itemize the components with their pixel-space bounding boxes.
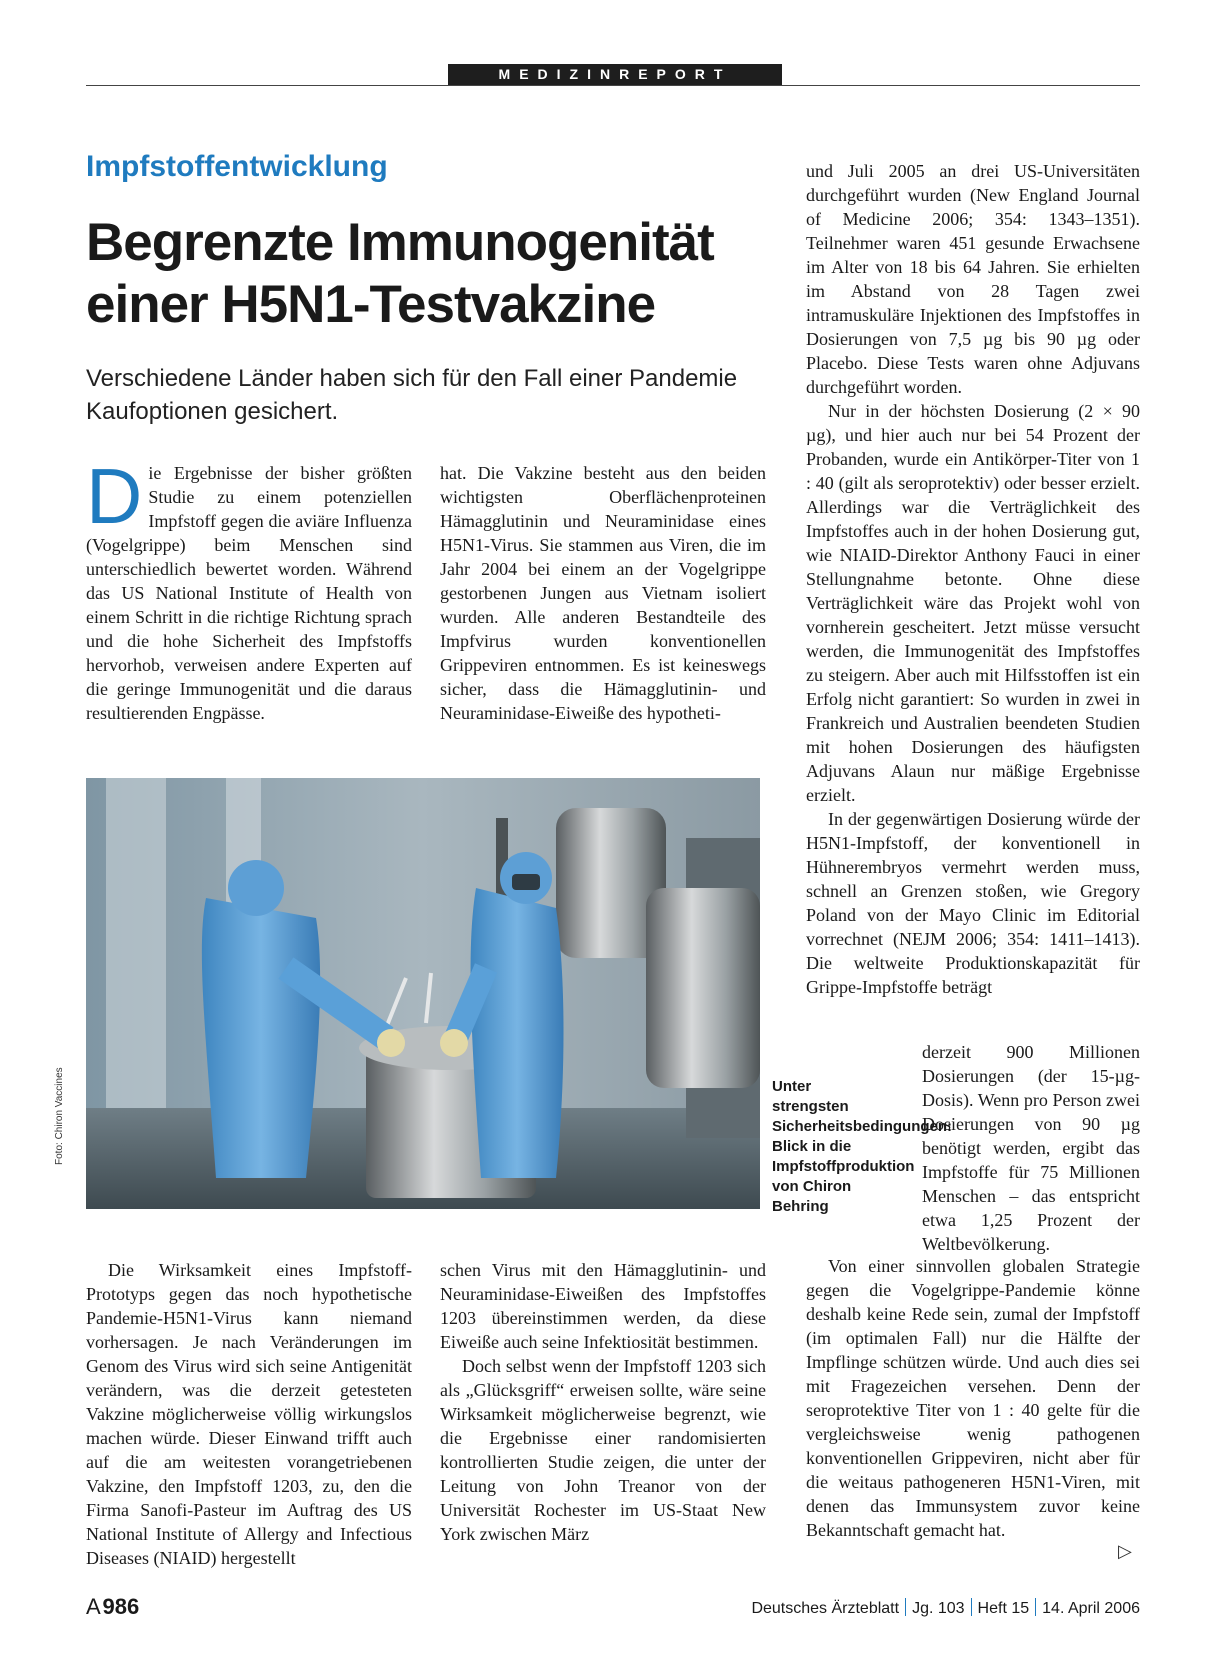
journal-volume: Jg. 103 [912,1600,965,1617]
footer-separator [905,1598,906,1616]
continue-arrow-icon: ▷ [1118,1541,1132,1562]
photo-credit: Foto: Chiron Vaccines [54,1067,65,1165]
journal-issue: Heft 15 [977,1600,1030,1617]
column-2-bottom [440,1258,766,1546]
intro-paragraph [86,452,412,725]
footer-separator [971,1598,972,1616]
article-subhead: Verschiedene Länder haben sich für den Fall einer Pandemie Kaufoptionen gesichert. [86,365,738,425]
column-1-top [86,452,412,725]
col3-paragraph-3-continued: derzeit 900 Millionen Dosierungen (der 15-µg-Dosis). Wenn pro Person zwei Dosierungen von 90 µg benötigt werden, ergibt das Impfstoffe für 75 Millionen Menschen – das entspricht etwa 1,25 Prozent der Weltbevölkerung. [922,1042,1140,1254]
journal-date: 14. April 2006 [1042,1600,1140,1617]
headline-line-1: Begrenzte Immunogenität [86,213,714,272]
page-prefix: A [86,1594,101,1619]
col2-bottom-paragraph-1: schen Virus mit den Hämagglutinin- und Neuraminidase-Eiweißen des Impfstoffes 1203 übereinstimmen werden, da diese Eiweiße auch seine Infektiosität bestimmen. [440,1260,766,1352]
journal-name: Deutsches Ärzteblatt [751,1600,900,1617]
journal-footer [751,1598,1140,1618]
section-label: MEDIZINREPORT [448,64,782,85]
col3-paragraph-2: Nur in der höchsten Dosierung (2 × 90 µg), und hier auch nur bei 54 Prozent der Probanden, wurde ein Antikörper-Titer von 1 : 40 (gilt als seroprotektiv) oder besser erzielt. Allerdings war die Verträglichkeit des Impfstoffes auch in der hohen Dosierung gut, wie NIAID-Direktor Anthony Fauci in einer Stellungnahme betonte. Ohne diese Verträglichkeit wäre das Projekt wohl von vornherein gescheitert. Jetzt müsse versucht werden, die Immunogenität des Impfstoffes zu steigern. Aber auch mit Hilfsstoffen ist ein Erfolg nicht garantiert: So wurden in zwei in Frankreich und Australien beendeten Studien mit hohen Dosierungen des häufigsten Adjuvans Alaun nur mäßige Ergebnisse erzielt. [806,401,1140,805]
footer-separator [1035,1598,1036,1616]
column-1-bottom [86,1258,412,1570]
production-photo [86,778,760,1209]
col2-bottom-paragraph-2: Doch selbst wenn der Impfstoff 1203 sich als „Glücksgriff“ erweisen sollte, wäre seine Wirksamkeit möglicherweise begrenzt, wie die Ergebnisse einer randomisierten kontrollierten Studie zeigen, die unter der Leitung von John Treanor von der Universität Rochester im US-Staat New York zwischen März [440,1356,766,1544]
photo-illustration [86,778,760,1209]
column-3-lower [806,1254,1140,1542]
article-headline [86,212,766,336]
column-3-narrow [922,1040,1140,1256]
page-number [86,1594,139,1620]
column-2-top [440,461,766,725]
col3-paragraph-4: Von einer sinnvollen globalen Strategie gegen die Vogelgrippe-Pandemie könne deshalb keine Rede sein, zumal der Impfstoff (im optimalen Fall) nur die Hälfte der Impflinge schützen würde. Und auch dies sei mit Fragezeichen versehen. Denn der seroprotektive Titer von 1 : 40 gelte für die vergleichsweise wenig pathogenen konventionellen Grippeviren, nicht aber für die weitaus pathogeneren H5N1-Viren, mit denen das Immunsystem zuvor keine Bekanntschaft gemacht hat. [806,1256,1140,1540]
column-3-upper [806,159,1140,999]
intro-text: ie Ergebnisse der bisher größten Studie zu einem potenziellen Impfstoff gegen die aviäre Influenza (Vogelgrippe) beim Menschen sind unterschiedlich bewertet worden. Während das US National Institute of Health von einem Schritt in die richtige Richtung sprach und die hohe Sicherheit des Impfstoffs hervorhob, verweisen andere Experten auf die geringe Immunogenität und die daraus resultierenden Engpässe. [86,463,412,723]
col3-paragraph-1: und Juli 2005 an drei US-Universitäten durchgeführt wurden (New England Journal of Medicine 2006; 354: 1343–1351). Teilnehmer waren 451 gesunde Erwachsene im Alter von 18 bis 64 Jahren. Sie erhielten im Abstand von 28 Tagen zwei intramuskuläre Injektionen des Impfstoffes in Dosierungen von 7,5 µg bis 90 µg oder Placebo. Diese Tests waren ohne Adjuvans durchgeführt worden. [806,161,1140,397]
page-number-value: 986 [102,1594,140,1619]
col2-top-paragraph: hat. Die Vakzine besteht aus den beiden wichtigsten Oberflächenproteinen Hämagglutinin und Neuraminidase eines H5N1-Virus. Sie stammen aus Viren, die im Jahr 2004 bei einem an der Vogelgrippe gestorbenen Jungen aus Vietnam isoliert wurden. Alle anderen Bestandteile des Impfvirus wurden konventionellen Grippeviren entnommen. Es ist keineswegs sicher, dass die Hämagglutinin- und Neuraminidase-Eiweiße des hypotheti- [440,463,766,723]
col3-paragraph-3: In der gegenwärtigen Dosierung würde der H5N1-Impfstoff, der konventionell in Hühnerembryos vermehrt werden muss, schnell an Grenzen stoßen, wie Gregory Poland von der Mayo Clinic im Editorial vorrechnet (NEJM 2006; 354: 1411–1413). Die weltweite Produktionskapazität für Grippe-Impfstoffe beträgt [806,809,1140,997]
article-kicker: Impfstoffentwicklung [86,150,388,183]
photo-caption: Unter strengsten Sicherheitsbedingungen: Blick in die Impfstoffproduktion von Chiron Behring [772,1078,953,1215]
header-rule [86,85,1140,86]
drop-cap: D [86,452,143,540]
headline-line-2: einer H5N1-Testvakzine [86,275,656,334]
col1-bottom-paragraph: Die Wirksamkeit eines Impfstoff-Prototyps gegen das noch hypothetische Pandemie-H5N1-Virus kann niemand vorhersagen. Je nach Veränderungen im Genom des Virus wird sich seine Antigenität verändern, was die derzeit getesteten Vakzine möglicherweise völlig wirkungslos machen würde. Dieser Einwand trifft auch auf die am weitesten vorangetriebenen Vakzine, den Impfstoff 1203, zu, den die Firma Sanofi-Pasteur im Auftrag des US National Institute of Allergy and Infectious Diseases (NIAID) hergestellt [86,1260,412,1568]
